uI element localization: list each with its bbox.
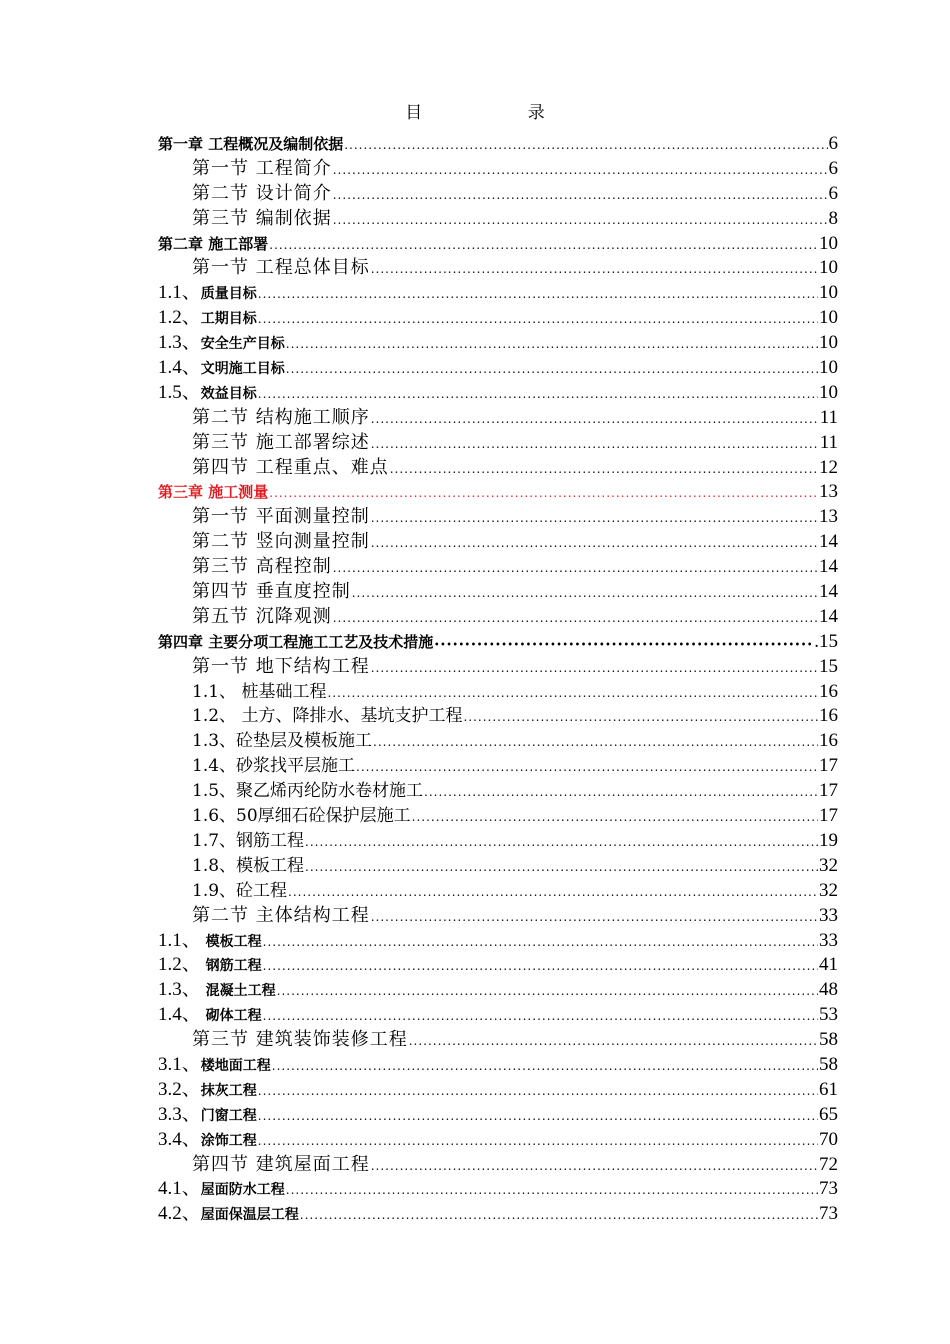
dot-leader	[352, 581, 818, 606]
toc-entry-page-number: 65	[819, 1103, 838, 1125]
toc-entry-number: 1.2、	[158, 954, 201, 976]
dot-leader	[390, 457, 818, 482]
toc-entry-page-number: 10	[819, 257, 838, 279]
toc-entry-label: 第四节 建筑屋面工程	[192, 1153, 370, 1175]
dot-leader	[333, 606, 818, 631]
toc-entry-text: 效益目标	[200, 385, 257, 402]
dot-leader	[258, 1129, 818, 1154]
toc-entry[interactable]	[158, 555, 838, 580]
dot-leader	[300, 1203, 818, 1228]
toc-entry-page-number: 73	[819, 1203, 838, 1225]
toc-entry[interactable]	[158, 605, 838, 630]
toc-entry-number: 1.4、	[158, 1004, 201, 1026]
dot-leader	[333, 556, 818, 581]
dot-leader	[373, 730, 818, 755]
toc-entry[interactable]	[158, 829, 838, 854]
toc-entry-label	[158, 356, 285, 382]
toc-entry-number: 3.3、	[158, 1103, 201, 1125]
toc-entry[interactable]	[158, 754, 838, 779]
toc-entry-label: 1.2、 土方、降排水、基坑支护工程	[192, 706, 463, 727]
dot-leader	[412, 805, 818, 830]
dot-leader	[371, 1154, 818, 1179]
dot-leader	[269, 481, 818, 506]
toc-entry[interactable]	[158, 704, 838, 729]
toc-entry-label: 1.8、模板工程	[192, 855, 305, 876]
toc-entry-page-number: 14	[819, 581, 838, 603]
toc-entry-text: 安全生产目标	[200, 336, 285, 353]
toc-entry-label: 第二章 施工部署	[158, 234, 269, 253]
toc-entry-page-number: 16	[819, 705, 838, 727]
toc-entry-number: 3.1、	[158, 1053, 201, 1075]
dot-leader	[263, 954, 818, 979]
toc-entry-label: 第四章 主要分项工程施工工艺及技术措施	[158, 632, 434, 651]
toc-entry-text: 混凝土工程	[200, 983, 276, 1000]
toc-entry-page-number: 13	[819, 506, 838, 528]
toc-entry-label	[158, 978, 276, 1004]
toc-entry-label	[158, 1103, 257, 1129]
toc-entry-label	[158, 1003, 262, 1029]
toc-entry[interactable]	[158, 1177, 838, 1202]
toc-entry-label: 1.5、聚乙烯丙纶防水卷材施工	[192, 781, 424, 802]
toc-entry-page-number: 73	[819, 1178, 838, 1200]
toc-entry[interactable]	[158, 1202, 838, 1227]
toc-entry-label	[158, 331, 285, 357]
toc-entry-text: 钢筋工程	[200, 958, 262, 975]
toc-entry-text: 抹灰工程	[200, 1082, 257, 1099]
toc-entry-label	[158, 953, 262, 979]
toc-entry[interactable]	[158, 530, 838, 555]
dot-leader	[371, 506, 818, 531]
table-of-contents	[158, 132, 838, 1227]
toc-entry[interactable]	[158, 232, 838, 257]
dot-leader	[258, 382, 818, 407]
toc-entry[interactable]	[158, 456, 838, 481]
toc-entry[interactable]	[158, 431, 838, 456]
dot-leader	[371, 656, 818, 681]
toc-entry[interactable]	[158, 381, 838, 406]
toc-entry-page-number: 11	[819, 406, 838, 428]
toc-entry[interactable]	[158, 157, 838, 182]
toc-entry-text: 屋面保温层工程	[200, 1207, 299, 1224]
toc-entry-number: 1.1、	[158, 282, 201, 304]
toc-entry-label	[158, 929, 262, 955]
toc-entry-label: 第一节 平面测量控制	[192, 506, 370, 528]
toc-entry-label	[158, 306, 257, 332]
toc-entry[interactable]	[158, 1078, 838, 1103]
toc-entry-page-number: 10	[819, 381, 838, 403]
toc-entry[interactable]	[158, 1053, 838, 1078]
toc-entry-text: 屋面防水工程	[200, 1182, 285, 1199]
toc-entry-page-number: 19	[819, 829, 838, 851]
toc-entry-page-number: 8	[828, 207, 838, 229]
toc-entry-number: 1.2、	[158, 307, 201, 329]
dot-leader	[286, 332, 818, 357]
dot-leader	[333, 208, 828, 233]
toc-entry-page-number: 58	[819, 1029, 838, 1051]
dot-leader	[434, 632, 813, 657]
toc-entry[interactable]	[158, 580, 838, 605]
toc-entry-text: 楼地面工程	[200, 1057, 271, 1074]
toc-entry-label: 第四节 工程重点、难点	[192, 456, 389, 478]
dot-leader	[288, 880, 818, 905]
toc-entry[interactable]	[158, 331, 838, 356]
toc-entry-text: 质量目标	[200, 286, 257, 303]
dot-leader	[371, 257, 818, 282]
toc-entry-label	[158, 1053, 271, 1079]
toc-entry-label: 1.9、砼工程	[192, 880, 288, 901]
toc-entry-page-number: 6	[828, 182, 838, 204]
toc-entry[interactable]	[158, 655, 838, 680]
toc-entry[interactable]	[158, 953, 838, 978]
toc-entry[interactable]	[158, 356, 838, 381]
dot-leader	[272, 1054, 818, 1079]
dot-leader	[333, 158, 828, 183]
toc-entry-label	[158, 381, 257, 407]
toc-entry-page-number: 17	[819, 780, 838, 802]
toc-entry[interactable]	[158, 132, 838, 157]
toc-entry[interactable]	[158, 978, 838, 1003]
toc-entry-label	[158, 1128, 257, 1154]
toc-entry-label	[158, 281, 257, 307]
toc-entry-page-number: 16	[819, 730, 838, 752]
dot-leader	[371, 407, 819, 432]
toc-entry-label: 第四节 垂直度控制	[192, 581, 351, 603]
toc-entry-label	[158, 1202, 299, 1228]
toc-entry[interactable]	[158, 729, 838, 754]
toc-entry-text: 工期目标	[200, 311, 257, 328]
toc-entry[interactable]	[158, 281, 838, 306]
toc-entry-label: 第一节 工程总体目标	[192, 257, 370, 279]
toc-entry-page-number: 33	[819, 929, 838, 951]
toc-entry[interactable]	[158, 879, 838, 904]
toc-entry[interactable]	[158, 929, 838, 954]
toc-entry-page-number: 32	[819, 879, 838, 901]
dot-leader	[269, 233, 818, 258]
toc-entry-page-number: 10	[819, 232, 838, 254]
toc-entry-page-number: 10	[819, 332, 838, 354]
toc-entry-label	[158, 1078, 257, 1104]
toc-entry-label: 第二节 结构施工顺序	[192, 406, 370, 428]
toc-entry-label: 第三节 高程控制	[192, 556, 332, 578]
dot-leader	[424, 780, 818, 805]
toc-entry-label: 第三章 施工测量	[158, 483, 269, 502]
toc-entry-page-number: 14	[819, 556, 838, 578]
toc-entry-page-number: 53	[819, 1004, 838, 1026]
toc-entry[interactable]	[158, 779, 838, 804]
dot-leader	[463, 705, 818, 730]
toc-entry-label: 第二节 主体结构工程	[192, 904, 370, 926]
toc-entry-page-number: 48	[819, 979, 838, 1001]
toc-entry-page-number: 70	[819, 1128, 838, 1150]
dot-leader	[286, 357, 818, 382]
toc-entry-label: 1.7、钢筋工程	[192, 830, 305, 851]
toc-entry[interactable]	[158, 505, 838, 530]
dot-leader	[258, 1079, 818, 1104]
toc-entry-page-number: 10	[819, 282, 838, 304]
toc-entry-number: 3.4、	[158, 1128, 201, 1150]
toc-entry-page-number: 13	[819, 481, 838, 503]
toc-entry-page-number: 32	[819, 854, 838, 876]
toc-entry[interactable]	[158, 1153, 838, 1178]
toc-entry-label: 第五节 沉降观测	[192, 605, 332, 627]
toc-entry[interactable]	[158, 480, 838, 505]
dot-leader	[305, 830, 818, 855]
toc-entry-label: 第一节 地下结构工程	[192, 655, 370, 677]
toc-entry-text: 砌体工程	[200, 1008, 262, 1025]
toc-entry-page-number: 10	[819, 307, 838, 329]
toc-entry[interactable]	[158, 1103, 838, 1128]
dot-leader	[344, 133, 827, 158]
toc-entry[interactable]	[158, 256, 838, 281]
toc-entry[interactable]	[158, 207, 838, 232]
toc-entry[interactable]	[158, 182, 838, 207]
toc-entry-label: 1.1、 桩基础工程	[192, 681, 327, 702]
toc-entry[interactable]	[158, 406, 838, 431]
dot-leader	[371, 531, 818, 556]
dot-leader	[263, 1004, 818, 1029]
toc-entry-label: 第一章 工程概况及编制依据	[158, 135, 344, 153]
page-title: 目 录	[405, 103, 595, 123]
toc-entry-text: 文明施工目标	[200, 361, 285, 378]
toc-entry-page-number: 41	[819, 954, 838, 976]
toc-entry-label	[158, 1177, 285, 1203]
dot-leader	[409, 1029, 818, 1054]
dot-leader	[371, 432, 819, 457]
toc-entry-page-number: 17	[819, 755, 838, 777]
dot-leader	[258, 307, 818, 332]
toc-entry-label: 1.3、砼垫层及模板施工	[192, 731, 373, 752]
dot-leader	[258, 1104, 818, 1129]
toc-entry-text: 涂饰工程	[200, 1132, 257, 1149]
toc-entry-label: 1.6、50厚细石砼保护层施工	[192, 806, 411, 827]
toc-entry-page-number: 6	[828, 157, 838, 179]
dot-leader	[356, 755, 818, 780]
toc-entry-label: 第三节 施工部署综述	[192, 431, 370, 453]
toc-entry-page-number: 17	[819, 805, 838, 827]
toc-entry-page-number: 10	[819, 357, 838, 379]
toc-entry-number: 4.1、	[158, 1178, 201, 1200]
toc-entry[interactable]	[158, 854, 838, 879]
toc-entry-number: 1.4、	[158, 357, 201, 379]
toc-entry-page-number: 61	[819, 1078, 838, 1100]
toc-entry[interactable]	[158, 804, 838, 829]
toc-entry-number: 1.1、	[158, 929, 201, 951]
toc-entry[interactable]	[158, 680, 838, 705]
toc-entry[interactable]	[158, 630, 838, 655]
toc-entry-page-number: 58	[819, 1053, 838, 1075]
toc-entry[interactable]	[158, 1003, 838, 1028]
toc-entry-number: 1.5、	[158, 381, 201, 403]
toc-entry-page-number: 6	[828, 133, 838, 154]
toc-entry[interactable]	[158, 1128, 838, 1153]
toc-entry-page-number: 15	[819, 655, 838, 677]
toc-entry-page-number: 72	[819, 1153, 838, 1175]
dot-leader	[263, 930, 818, 955]
toc-entry-page-number: 33	[819, 904, 838, 926]
toc-entry[interactable]	[158, 904, 838, 929]
toc-entry-page-number: .15	[814, 630, 838, 652]
dot-leader	[258, 282, 818, 307]
toc-entry[interactable]	[158, 1028, 838, 1053]
dot-leader	[371, 905, 818, 930]
toc-entry-number: 1.3、	[158, 332, 201, 354]
dot-leader	[327, 681, 818, 706]
toc-entry-text: 模板工程	[200, 933, 262, 950]
toc-entry-page-number: 14	[819, 531, 838, 553]
dot-leader	[277, 979, 818, 1004]
toc-entry-page-number: 16	[819, 680, 838, 702]
toc-entry-page-number: 14	[819, 605, 838, 627]
toc-entry-page-number: 11	[819, 431, 838, 453]
toc-entry-label: 第二节 竖向测量控制	[192, 531, 370, 553]
toc-entry-page-number: 12	[819, 456, 838, 478]
toc-entry-label: 第三节 编制依据	[192, 207, 332, 229]
toc-entry-label: 第三节 建筑装饰装修工程	[192, 1029, 408, 1051]
toc-entry[interactable]	[158, 306, 838, 331]
toc-entry-label: 1.4、砂浆找平层施工	[192, 756, 356, 777]
dot-leader	[333, 183, 828, 208]
toc-entry-number: 4.2、	[158, 1203, 201, 1225]
toc-entry-number: 1.3、	[158, 979, 201, 1001]
toc-entry-number: 3.2、	[158, 1078, 201, 1100]
dot-leader	[305, 855, 818, 880]
toc-entry-text: 门窗工程	[200, 1107, 257, 1124]
toc-entry-label: 第一节 工程简介	[192, 157, 332, 179]
toc-entry-label: 第二节 设计简介	[192, 182, 332, 204]
dot-leader	[286, 1178, 818, 1203]
